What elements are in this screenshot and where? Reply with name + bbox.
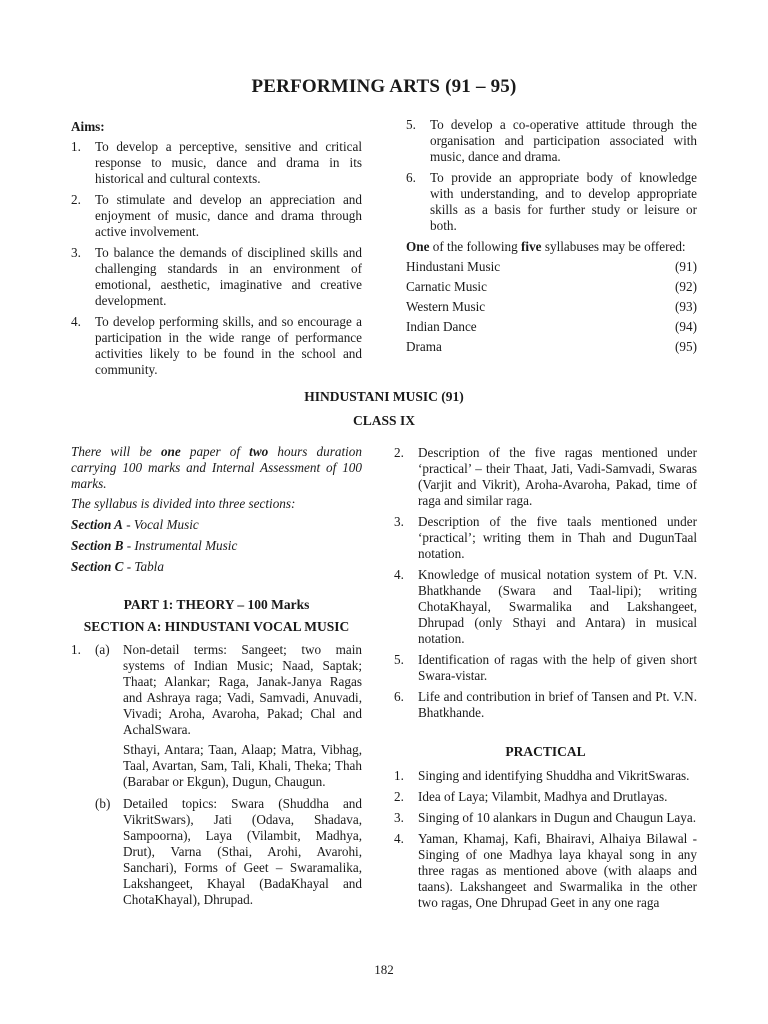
- item-text: Description of the five taals mentioned under ‘practical’; writing them in Thah and DugunTaal notation.: [418, 514, 697, 561]
- option-name: Carnatic Music: [406, 279, 487, 294]
- practical-heading: PRACTICAL: [505, 744, 586, 759]
- item-number: 2.: [394, 445, 404, 460]
- item-text: Singing and identifying Shuddha and VikritSwaras.: [418, 768, 690, 783]
- option-name: Western Music: [406, 299, 486, 314]
- aim-item: [406, 117, 697, 165]
- item-number: 6.: [394, 689, 404, 704]
- item-text: Knowledge of musical notation system of Pt. V.N. Bhatkhande (Swara and Taal-lipi); writing ChotaKhayal, Swarmalika and Lakshangeet, Dhrupad (only Sthayi and Antara) in musical notation.: [418, 567, 697, 646]
- sub-label: (b): [95, 796, 111, 811]
- option-name: Indian Dance: [406, 319, 477, 334]
- aim-item: [71, 314, 362, 378]
- intro-b: paper of: [180, 444, 250, 459]
- item-number: 1.: [71, 642, 81, 657]
- syllabus-option: [406, 299, 697, 315]
- aim-number: 1.: [71, 139, 81, 154]
- aim-text: To develop a perceptive, sensitive and critical response to music, dance and drama in its historical and cultural contexts.: [95, 139, 362, 186]
- intro-a: There will be: [71, 444, 161, 459]
- syllabus-option: [406, 259, 697, 275]
- intro-one: One: [406, 239, 430, 254]
- item-text: Singing of 10 alankars in Dugun and Chaugun Laya.: [418, 810, 696, 825]
- section-line: [71, 517, 362, 533]
- theory-item: [394, 567, 697, 647]
- aim-text: To develop performing skills, and so encourage a participation in the wide range of performance activities likely to be found in the school and community.: [95, 314, 362, 377]
- aim-text: To provide an appropriate body of knowledge with understanding, and to develop appropriate skills as a basis for further study or leisure or both.: [430, 170, 697, 233]
- item-number: 3.: [394, 810, 404, 825]
- sub-item-b: [95, 796, 362, 908]
- aim-item: [406, 170, 697, 234]
- sub-text: Non-detail terms: Sangeet; two main systems of Indian Music; Naad, Saptak; Thaat; Alankar; Raga, Janak-Janya Ragas and Ashraya raga; Vadi, Samvadi, Anuvadi, Vivadi; Aroha, Avaroha, Pakad; Chal and AchalSwara.: [123, 642, 362, 737]
- item-text: Yaman, Khamaj, Kafi, Bhairavi, Alhaiya Bilawal - Singing of one Madhya laya khayal song in any three ragas as mentioned above (with alaaps and taans). Lakshangeet and Swarmalika in the other two ragas, One Dhrupad Geet in any one raga: [418, 831, 697, 910]
- option-code: (92): [675, 279, 697, 294]
- item-number: 4.: [394, 831, 404, 846]
- paper-description: [71, 444, 362, 492]
- practical-item: [394, 768, 697, 784]
- section-text: - Instrumental Music: [123, 538, 238, 553]
- aim-item: [71, 192, 362, 240]
- option-code: (94): [675, 319, 697, 334]
- part1-heading: PART 1: THEORY – 100 Marks: [123, 597, 310, 612]
- aim-text: To balance the demands of disciplined skills and challenging standards in an environment of emotional, aesthetic, imaginative and creative development.: [95, 245, 362, 308]
- syllabus-option: [406, 279, 697, 295]
- practical-item: [394, 789, 697, 805]
- section-label: Section B: [71, 538, 124, 553]
- syllabus-divided: The syllabus is divided into three sections:: [71, 496, 296, 511]
- item-text: Idea of Laya; Vilambit, Madhya and Drutlayas.: [418, 789, 668, 804]
- section-line: [71, 559, 362, 575]
- intro-five: five: [521, 239, 542, 254]
- sub-item-a: [95, 642, 362, 738]
- syllabus-option: [406, 339, 697, 355]
- theory-item-1: [71, 642, 362, 912]
- intro-c: hours duration carrying 100 marks and Internal Assessment of 100 marks.: [71, 444, 362, 491]
- intro-two-bold: two: [249, 444, 269, 459]
- item-text: Identification of ragas with the help of given short Swara-vistar.: [418, 652, 697, 683]
- syllabus-option: [406, 319, 697, 335]
- item-number: 5.: [394, 652, 404, 667]
- item-text: Life and contribution in brief of Tansen and Pt. V.N. Bhatkhande.: [418, 689, 697, 720]
- section-a-heading: SECTION A: HINDUSTANI VOCAL MUSIC: [83, 619, 350, 634]
- aim-number: 4.: [71, 314, 81, 329]
- section-label: Section A: [71, 517, 123, 532]
- section-line: [71, 538, 362, 554]
- item-text: Description of the five ragas mentioned under ‘practical’ – their Thaat, Jati, Vadi-Samvadi, Swaras (Varjit and Vikrit), Aroha-Avaroha, Pakad, time of raga and similar raga.: [418, 445, 697, 508]
- intro-mid: of the following: [429, 239, 522, 254]
- aims-heading: Aims:: [71, 119, 105, 134]
- item-number: 1.: [394, 768, 404, 783]
- aim-number: 3.: [71, 245, 81, 260]
- aims-column-left: [71, 119, 362, 383]
- section-text: - Vocal Music: [122, 517, 199, 532]
- theory-item: [394, 689, 697, 721]
- syllabus-column-left: [71, 444, 362, 912]
- item-number: 4.: [394, 567, 404, 582]
- aim-item: [71, 245, 362, 309]
- syllabus-options-intro: [406, 239, 697, 255]
- aim-text: To stimulate and develop an appreciation and enjoyment of music, dance and drama through active involvement.: [95, 192, 362, 239]
- item-number: 3.: [394, 514, 404, 529]
- intro-end: syllabuses may be offered:: [541, 239, 686, 254]
- aim-text: To develop a co-operative attitude through the organisation and participation associated with music, dance and drama.: [430, 117, 697, 164]
- practical-item: [394, 831, 697, 911]
- option-code: (91): [675, 259, 697, 274]
- aims-column-right: [406, 117, 697, 359]
- intro-one-bold: one: [160, 444, 181, 459]
- theory-item: [394, 445, 697, 509]
- option-code: (95): [675, 339, 697, 354]
- page-title: PERFORMING ARTS (91 – 95): [251, 76, 517, 97]
- option-name: Hindustani Music: [406, 259, 501, 274]
- aim-number: 6.: [406, 170, 416, 185]
- class-heading: CLASS IX: [353, 413, 415, 428]
- practical-item: [394, 810, 697, 826]
- section-label: Section C: [71, 559, 124, 574]
- theory-item: [394, 514, 697, 562]
- hindustani-heading: HINDUSTANI MUSIC (91): [304, 389, 464, 404]
- aim-number: 2.: [71, 192, 81, 207]
- theory-item: [394, 652, 697, 684]
- sub-text: Detailed topics: Swara (Shuddha and VikritSwars), Jati (Odava, Shadava, Sampoorna), Laya (Vilambit, Madhya, Drut), Varna (Sthai, Arohi, Avarohi, Sanchari), Forms of Geet – Swaramalika, Lakshangeet, Khayal (BadaKhayal and ChotaKhayal), Dhrupad.: [123, 796, 362, 907]
- page-number: 182: [374, 962, 394, 977]
- syllabus-column-right: [394, 445, 697, 916]
- aim-number: 5.: [406, 117, 416, 132]
- sub-item-a-paragraph: Sthayi, Antara; Taan, Alaap; Matra, Vibhag, Taal, Avartan, Sam, Tali, Khali, Theka; Thah (Barabar or Ekgun), Dugun, Chaugun.: [123, 742, 362, 789]
- item-number: 2.: [394, 789, 404, 804]
- aim-item: [71, 139, 362, 187]
- section-text: - Tabla: [123, 559, 164, 574]
- option-name: Drama: [406, 339, 442, 354]
- option-code: (93): [675, 299, 697, 314]
- sub-label: (a): [95, 642, 110, 657]
